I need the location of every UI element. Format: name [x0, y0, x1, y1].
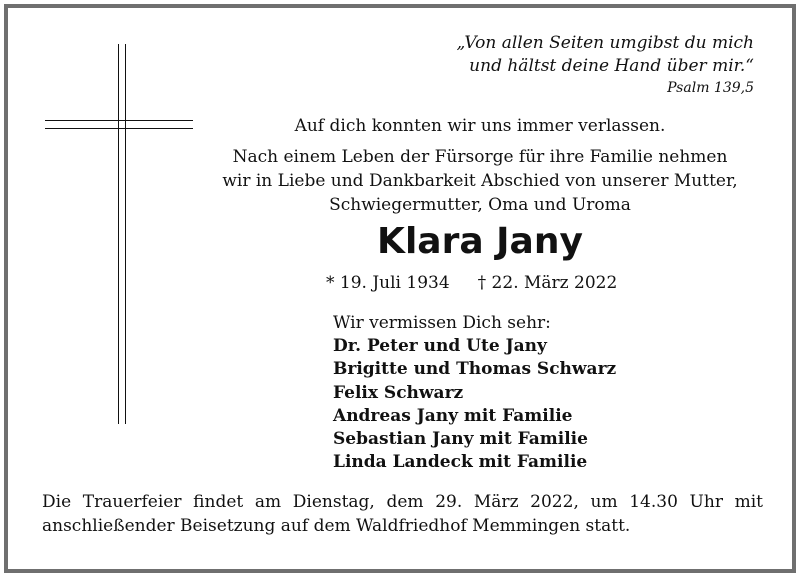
quote-line-1: „Von allen Seiten umgibst du mich	[456, 33, 754, 53]
mourners-lead: Wir vermissen Dich sehr:	[333, 313, 551, 333]
mourner-name: Brigitte und Thomas Schwarz	[333, 359, 617, 380]
deceased-name: Klara Jany	[377, 221, 583, 262]
cross-vertical-bar	[118, 44, 126, 424]
mourners-list	[333, 312, 616, 474]
funeral-notice: Die Trauerfeier findet am Dienstag, dem 29. März 2022, um 14.30 Uhr mit anschließender Beisetzung auf dem Waldfriedhof Memmingen statt.	[42, 492, 763, 536]
intro-paragraph	[190, 145, 770, 217]
psalm-quote	[457, 32, 754, 98]
intro-line-1: Auf dich konnten wir uns immer verlassen.	[294, 116, 666, 136]
intro-line-4: Schwiegermutter, Oma und Uroma	[329, 195, 631, 215]
life-dates	[326, 272, 617, 294]
quote-source: Psalm 139,5	[667, 80, 754, 96]
mourner-name: Dr. Peter und Ute Jany	[333, 336, 547, 357]
intro-line-2: Nach einem Leben der Fürsorge für ihre Familie nehmen	[232, 147, 728, 167]
quote-line-2: und hältst deine Hand über mir.“	[469, 56, 754, 76]
mourner-name: Sebastian Jany mit Familie	[333, 429, 588, 450]
death-date: † 22. März 2022	[477, 273, 618, 293]
birth-date: * 19. Juli 1934	[326, 273, 450, 293]
intro-line-3: wir in Liebe und Dankbarkeit Abschied von unserer Mutter,	[222, 171, 738, 191]
mourner-name: Felix Schwarz	[333, 382, 464, 403]
mourner-name: Linda Landeck mit Familie	[333, 452, 588, 473]
mourner-name: Andreas Jany mit Familie	[333, 405, 573, 426]
